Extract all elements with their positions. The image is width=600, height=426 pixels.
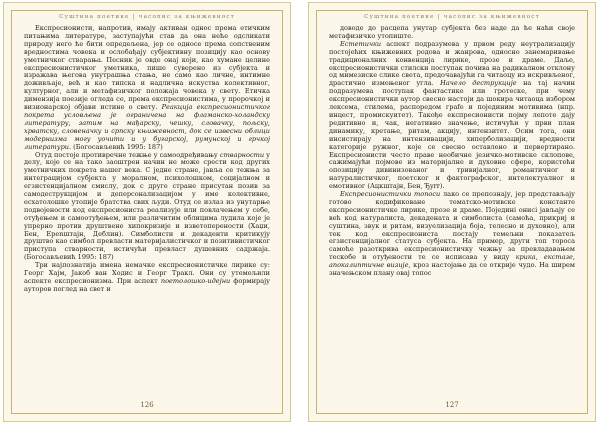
text-run: у делу, које се на тако заоштрен начин не може срести код других уметничких покрета нашег века. С једне стране, јавља се тежња за интеграцијом субјекта у моралном, психолошком, социјалном и егзистенцијалном смислу, док с друге стране присутан позив за самодеструкцијом и деперсонализацијом у име колективне, есхатолошке утопије братства свих људи. Отуд се излаз из унутарње подвојености код експресиониста реализује или повлачењем у себе, отуђењем и самоотуђењем, или различитим облицима лудила које је упрерно против друштвене хипокризије и изветоперености (Хаџи, Бен, Ерenштајн, Дeблин). Симболисти и декаденти критикују друштво као симбол превласти материјалистичког и позитивистичког приступа стварности, истичући превласт душевних садржаја. (Богосављевић 1995: 187) xyxy=(24,150,270,262)
running-header xyxy=(12,14,282,20)
page-frame xyxy=(11,10,283,414)
page-number: 127 xyxy=(445,401,459,409)
header-subtitle: часопис за књижевност xyxy=(443,14,540,20)
page-frame xyxy=(316,10,588,414)
text-run: Експресионисти, напротив, имају активан однос према етичким питањима литературе, заступајући став да она неће одсликати природу него ће бити опредељена, јер се односе према сопственим вредностима човека и ослобађају субјективну позицију као основу уметничког стварања. Песник је овде онај који, као хумане целине експресионистичког уметника, пише суверено из субјекта и изражава његова унутрашња стања, не само као личне, интимне доживљаје, већ и као типска и надлична искуства колективног, културног, али и метафизичког положаја човека у свету. Етичка димензија поезије огледа се, према експресионистима, у пророчкој и визионарској објави истине о свету. xyxy=(24,25,270,112)
right-page xyxy=(308,2,596,422)
paragraph xyxy=(24,25,270,152)
text-run: доводе до расцепа унутар субјекта без наде да ће наћи своје метафизичко утопиште. xyxy=(329,25,575,40)
paragraph xyxy=(24,152,270,263)
italic-text: стварности xyxy=(219,150,265,159)
body-text xyxy=(24,25,270,397)
italic-text: Начело деструкције xyxy=(440,79,517,88)
header-subtitle: часопис за књижевност xyxy=(138,14,235,20)
italic-text: Експресионистички топоси xyxy=(340,190,441,199)
italic-text: Реакција експресионистичког покрета условљена је ограничена на фламанско-холандску литературу, затим на мађарску, чешку, словачку, пољску, хрватску, словеначку и српску књижевност, док се извесни облици модернизма могу уочити и у бугарској, румунској и грчкој литератури. xyxy=(24,103,270,151)
page-number: 126 xyxy=(140,401,154,409)
text-run: лако се препознају, јер представљају готово кодификоване тематско-мотивске константе експресионистичке лирике, прозе и драме. Појединi онисi јављају се већ код натуралиста, декадената и симболиста (самоћа, прикриј и суштина, звук и ритам, визуелизација боја, телесно и духовно), али тек код експресиониста постају темељни показатељ егзистенцијалног статуса субјекта. На пример, други топ тopoса самоће разоткрива експресионистичку чежњу за превладавањем тескобе и отуђености те се исписава у виду xyxy=(329,190,575,262)
italic-text: Естетички xyxy=(340,39,382,48)
paragraph xyxy=(329,41,575,191)
text-run: Три најпознатија имена немачке експресионистичке лирике су: Георг Хајм, Јакоб ван Ходис и Георг Тракл. Они су утемељили аспекте експресионизма. При аспект xyxy=(24,261,270,285)
left-page xyxy=(3,2,291,422)
header-separator: | xyxy=(132,14,136,20)
paragraph xyxy=(329,191,575,278)
italic-text: крика, екстазе, апокалиптичне визије, xyxy=(329,253,575,270)
header-separator: | xyxy=(437,14,441,20)
paragraph xyxy=(24,262,270,294)
italic-text: поетолошко-идејни xyxy=(160,277,231,285)
running-header xyxy=(317,14,587,20)
body-text xyxy=(329,25,575,397)
text-run: формирају ауторов поглед на свет и xyxy=(24,277,270,293)
header-title: Суштина поетике xyxy=(59,14,130,20)
paragraph xyxy=(329,25,575,41)
text-run: кроз настојање да се открије чудо. На ширем значењском плану овај топос xyxy=(329,261,575,278)
text-run: Отуд постоје противречне тежње у самоодређивању xyxy=(35,150,220,159)
text-run: аспект подразумева у првом реду неутрализацију постојећих књижевних родова и жанрова, односно занемаривање традиционалних конвенција лирике, прозе и драме. Даље, експресионистички стилски поступак почива на радикалном отклону од мимезиске слике света, предочавајући га читаоцу из искривљеног, драстично измењеног угла. xyxy=(329,39,575,88)
text-run: на тај начин подразумева поступак фантастике или гротеске, при чему експресионистички аутор свесно настоји да шокира читаоца избором лексема, стилема, распоредом граfe и појединим мотивима (нпр. инцест, промискуитет). Такође експресионисти појму лепоте дају редитивно и, чак, негативно значење, истичући у први план динамику, кретање, ритам, акцију, интензитет. Осим тога, они инсистирају на интензивацији, хиперболизацији, вредности категорије ружног, које се свесно оставлено и первертирано. Експресионисти често праве необичне језичко-мотивске склопове, сажимајући појмове из материјалне и духовне сфере, користећи опозицију дивинизованог и тривијалног, романтичног и натуралистичког, поетског и фактографског, интелектуалног и емотивног (Ацкштаjн, Бен, Ђуrr). xyxy=(329,79,575,191)
header-title: Суштина поетике xyxy=(364,14,435,20)
text-run: (Богосављевић 1995: 187) xyxy=(71,142,163,151)
